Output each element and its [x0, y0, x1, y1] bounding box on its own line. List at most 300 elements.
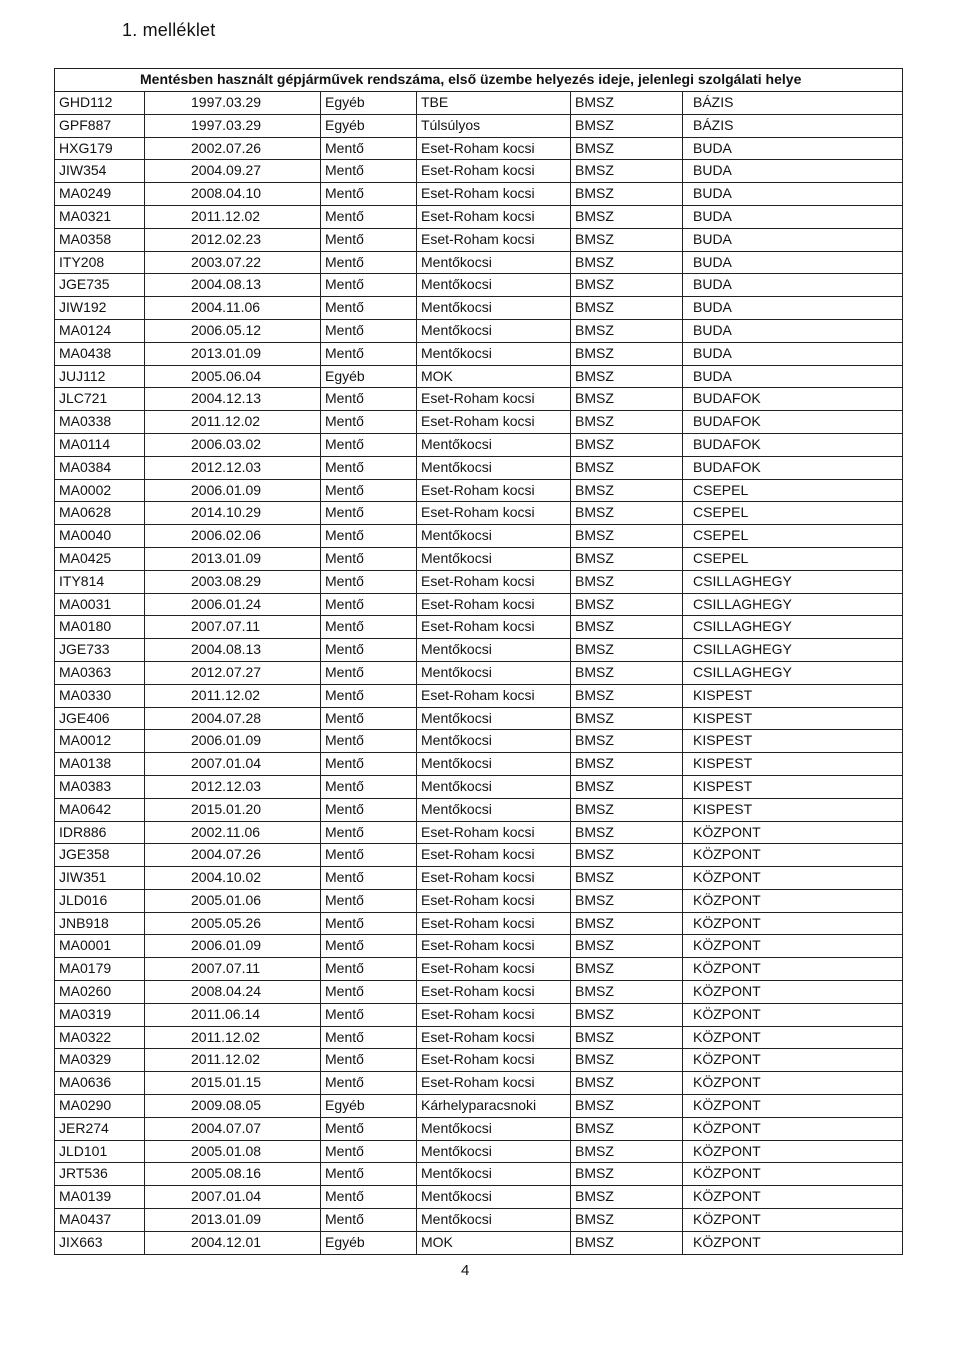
vehicle-category-cell: Mentő [321, 160, 417, 183]
vehicle-category-cell: Mentő [321, 547, 417, 570]
station-cell: CSILLAGHEGY [683, 661, 903, 684]
commission-date-cell: 2004.11.06 [145, 297, 321, 320]
station-cell: KISPEST [683, 684, 903, 707]
vehicle-category-cell: Mentő [321, 844, 417, 867]
vehicle-type-cell: Eset-Roham kocsi [417, 479, 571, 502]
vehicle-type-cell: Eset-Roham kocsi [417, 137, 571, 160]
plate-number-cell: MA0642 [55, 798, 145, 821]
table-row [55, 479, 903, 502]
organization-cell: BMSZ [571, 684, 683, 707]
vehicle-type-cell: Eset-Roham kocsi [417, 1072, 571, 1095]
table-row [55, 730, 903, 753]
plate-number-cell: MA0260 [55, 981, 145, 1004]
organization-cell: BMSZ [571, 707, 683, 730]
vehicle-category-cell: Mentő [321, 889, 417, 912]
vehicle-category-cell: Mentő [321, 456, 417, 479]
table-row [55, 228, 903, 251]
vehicle-category-cell: Mentő [321, 342, 417, 365]
table-row [55, 593, 903, 616]
vehicle-category-cell: Mentő [321, 411, 417, 434]
vehicle-type-cell: Eset-Roham kocsi [417, 889, 571, 912]
plate-number-cell: ITY208 [55, 251, 145, 274]
vehicle-type-cell: Mentőkocsi [417, 251, 571, 274]
vehicle-type-cell: Mentőkocsi [417, 1209, 571, 1232]
organization-cell: BMSZ [571, 1095, 683, 1118]
table-row [55, 502, 903, 525]
station-cell: BUDA [683, 205, 903, 228]
organization-cell: BMSZ [571, 137, 683, 160]
plate-number-cell: MA0319 [55, 1003, 145, 1026]
plate-number-cell: MA0384 [55, 456, 145, 479]
vehicle-category-cell: Mentő [321, 730, 417, 753]
table-row [55, 1003, 903, 1026]
table-row [55, 274, 903, 297]
vehicle-type-cell: MOK [417, 365, 571, 388]
plate-number-cell: JER274 [55, 1117, 145, 1140]
commission-date-cell: 2009.08.05 [145, 1095, 321, 1118]
commission-date-cell: 2007.01.04 [145, 753, 321, 776]
commission-date-cell: 2007.07.11 [145, 616, 321, 639]
vehicle-category-cell: Mentő [321, 661, 417, 684]
commission-date-cell: 2005.08.16 [145, 1163, 321, 1186]
station-cell: BUDA [683, 160, 903, 183]
commission-date-cell: 2006.01.09 [145, 935, 321, 958]
commission-date-cell: 2004.09.27 [145, 160, 321, 183]
commission-date-cell: 2003.08.29 [145, 570, 321, 593]
vehicle-type-cell: Mentőkocsi [417, 297, 571, 320]
vehicle-category-cell: Mentő [321, 251, 417, 274]
vehicle-type-cell: Mentőkocsi [417, 1117, 571, 1140]
vehicle-category-cell: Mentő [321, 1072, 417, 1095]
plate-number-cell: MA0002 [55, 479, 145, 502]
commission-date-cell: 2008.04.24 [145, 981, 321, 1004]
plate-number-cell: MA0138 [55, 753, 145, 776]
plate-number-cell: JIW354 [55, 160, 145, 183]
table-row [55, 1049, 903, 1072]
vehicle-type-cell: Mentőkocsi [417, 707, 571, 730]
plate-number-cell: JNB918 [55, 912, 145, 935]
commission-date-cell: 2006.05.12 [145, 319, 321, 342]
vehicle-type-cell: Eset-Roham kocsi [417, 160, 571, 183]
station-cell: BUDA [683, 137, 903, 160]
station-cell: KÖZPONT [683, 867, 903, 890]
table-row [55, 456, 903, 479]
organization-cell: BMSZ [571, 1231, 683, 1254]
plate-number-cell: JIW351 [55, 867, 145, 890]
vehicle-category-cell: Mentő [321, 479, 417, 502]
table-row [55, 867, 903, 890]
plate-number-cell: IDR886 [55, 821, 145, 844]
station-cell: CSILLAGHEGY [683, 570, 903, 593]
vehicle-category-cell: Egyéb [321, 1095, 417, 1118]
vehicle-type-cell: Mentőkocsi [417, 274, 571, 297]
vehicle-type-cell: Mentőkocsi [417, 456, 571, 479]
commission-date-cell: 2004.07.28 [145, 707, 321, 730]
organization-cell: BMSZ [571, 844, 683, 867]
station-cell: KÖZPONT [683, 844, 903, 867]
vehicle-type-cell: Eset-Roham kocsi [417, 616, 571, 639]
vehicle-type-cell: Eset-Roham kocsi [417, 684, 571, 707]
vehicle-category-cell: Mentő [321, 388, 417, 411]
plate-number-cell: MA0330 [55, 684, 145, 707]
commission-date-cell: 1997.03.29 [145, 92, 321, 115]
table-row [55, 114, 903, 137]
vehicle-type-cell: Túlsúlyos [417, 114, 571, 137]
station-cell: CSEPEL [683, 547, 903, 570]
vehicle-category-cell: Egyéb [321, 1231, 417, 1254]
vehicle-type-cell: Eset-Roham kocsi [417, 411, 571, 434]
station-cell: BUDA [683, 183, 903, 206]
table-row [55, 92, 903, 115]
vehicle-category-cell: Egyéb [321, 365, 417, 388]
organization-cell: BMSZ [571, 821, 683, 844]
vehicle-type-cell: Eset-Roham kocsi [417, 183, 571, 206]
plate-number-cell: MA0338 [55, 411, 145, 434]
station-cell: BUDAFOK [683, 388, 903, 411]
plate-number-cell: MA0321 [55, 205, 145, 228]
plate-number-cell: MA0249 [55, 183, 145, 206]
vehicle-type-cell: Mentőkocsi [417, 1186, 571, 1209]
plate-number-cell: MA0425 [55, 547, 145, 570]
station-cell: KÖZPONT [683, 1209, 903, 1232]
organization-cell: BMSZ [571, 730, 683, 753]
vehicle-rows [55, 92, 903, 1255]
vehicle-category-cell: Mentő [321, 525, 417, 548]
plate-number-cell: MA0363 [55, 661, 145, 684]
commission-date-cell: 2014.10.29 [145, 502, 321, 525]
vehicle-type-cell: Eset-Roham kocsi [417, 935, 571, 958]
vehicle-category-cell: Mentő [321, 1049, 417, 1072]
vehicle-type-cell: Mentőkocsi [417, 1140, 571, 1163]
plate-number-cell: JRT536 [55, 1163, 145, 1186]
plate-number-cell: MA0438 [55, 342, 145, 365]
vehicle-category-cell: Mentő [321, 1026, 417, 1049]
organization-cell: BMSZ [571, 114, 683, 137]
commission-date-cell: 2011.12.02 [145, 205, 321, 228]
commission-date-cell: 2004.10.02 [145, 867, 321, 890]
commission-date-cell: 2011.06.14 [145, 1003, 321, 1026]
organization-cell: BMSZ [571, 1163, 683, 1186]
commission-date-cell: 2004.08.13 [145, 274, 321, 297]
station-cell: KÖZPONT [683, 935, 903, 958]
commission-date-cell: 2005.06.04 [145, 365, 321, 388]
station-cell: KÖZPONT [683, 1003, 903, 1026]
vehicle-category-cell: Mentő [321, 205, 417, 228]
vehicle-category-cell: Mentő [321, 1140, 417, 1163]
vehicle-category-cell: Mentő [321, 502, 417, 525]
commission-date-cell: 2007.01.04 [145, 1186, 321, 1209]
station-cell: KÖZPONT [683, 1231, 903, 1254]
table-row [55, 1026, 903, 1049]
vehicle-category-cell: Mentő [321, 707, 417, 730]
station-cell: CSILLAGHEGY [683, 616, 903, 639]
table-row [55, 821, 903, 844]
commission-date-cell: 2011.12.02 [145, 684, 321, 707]
organization-cell: BMSZ [571, 616, 683, 639]
vehicle-type-cell: Eset-Roham kocsi [417, 1003, 571, 1026]
commission-date-cell: 2007.07.11 [145, 958, 321, 981]
vehicle-type-cell: Eset-Roham kocsi [417, 205, 571, 228]
vehicle-type-cell: Eset-Roham kocsi [417, 844, 571, 867]
station-cell: BUDA [683, 228, 903, 251]
organization-cell: BMSZ [571, 798, 683, 821]
vehicle-category-cell: Mentő [321, 1003, 417, 1026]
organization-cell: BMSZ [571, 388, 683, 411]
vehicle-category-cell: Mentő [321, 274, 417, 297]
organization-cell: BMSZ [571, 1140, 683, 1163]
organization-cell: BMSZ [571, 1003, 683, 1026]
vehicle-category-cell: Mentő [321, 684, 417, 707]
vehicle-type-cell: Eset-Roham kocsi [417, 502, 571, 525]
vehicle-type-cell: MOK [417, 1231, 571, 1254]
vehicle-type-cell: Eset-Roham kocsi [417, 958, 571, 981]
station-cell: KÖZPONT [683, 1049, 903, 1072]
plate-number-cell: JGE406 [55, 707, 145, 730]
plate-number-cell: MA0628 [55, 502, 145, 525]
plate-number-cell: MA0001 [55, 935, 145, 958]
table-row [55, 251, 903, 274]
vehicle-table [54, 68, 903, 1255]
table-row [55, 1231, 903, 1254]
vehicle-type-cell: Eset-Roham kocsi [417, 867, 571, 890]
vehicle-category-cell: Mentő [321, 753, 417, 776]
table-row [55, 844, 903, 867]
vehicle-category-cell: Mentő [321, 137, 417, 160]
organization-cell: BMSZ [571, 547, 683, 570]
plate-number-cell: JGE358 [55, 844, 145, 867]
station-cell: KISPEST [683, 775, 903, 798]
table-row [55, 160, 903, 183]
commission-date-cell: 2015.01.15 [145, 1072, 321, 1095]
station-cell: BUDA [683, 297, 903, 320]
plate-number-cell: JIX663 [55, 1231, 145, 1254]
table-row [55, 775, 903, 798]
table-row [55, 433, 903, 456]
organization-cell: BMSZ [571, 251, 683, 274]
commission-date-cell: 2006.01.09 [145, 730, 321, 753]
page-number: 4 [461, 1262, 470, 1279]
station-cell: CSILLAGHEGY [683, 639, 903, 662]
table-row [55, 639, 903, 662]
commission-date-cell: 2004.12.13 [145, 388, 321, 411]
station-cell: KISPEST [683, 798, 903, 821]
organization-cell: BMSZ [571, 319, 683, 342]
commission-date-cell: 2006.01.09 [145, 479, 321, 502]
vehicle-type-cell: TBE [417, 92, 571, 115]
vehicle-category-cell: Mentő [321, 570, 417, 593]
plate-number-cell: MA0329 [55, 1049, 145, 1072]
organization-cell: BMSZ [571, 411, 683, 434]
vehicle-type-cell: Eset-Roham kocsi [417, 593, 571, 616]
organization-cell: BMSZ [571, 1026, 683, 1049]
table-row [55, 411, 903, 434]
station-cell: BUDAFOK [683, 411, 903, 434]
station-cell: KÖZPONT [683, 1163, 903, 1186]
plate-number-cell: MA0179 [55, 958, 145, 981]
station-cell: KISPEST [683, 753, 903, 776]
vehicle-category-cell: Mentő [321, 935, 417, 958]
vehicle-category-cell: Mentő [321, 1209, 417, 1232]
commission-date-cell: 2006.01.24 [145, 593, 321, 616]
vehicle-type-cell: Mentőkocsi [417, 639, 571, 662]
vehicle-type-cell: Eset-Roham kocsi [417, 981, 571, 1004]
table-row [55, 684, 903, 707]
station-cell: CSEPEL [683, 479, 903, 502]
station-cell: BÁZIS [683, 92, 903, 115]
table-row [55, 342, 903, 365]
vehicle-category-cell: Egyéb [321, 114, 417, 137]
commission-date-cell: 2005.05.26 [145, 912, 321, 935]
organization-cell: BMSZ [571, 570, 683, 593]
vehicle-type-cell: Mentőkocsi [417, 798, 571, 821]
commission-date-cell: 2004.12.01 [145, 1231, 321, 1254]
commission-date-cell: 2013.01.09 [145, 1209, 321, 1232]
plate-number-cell: JIW192 [55, 297, 145, 320]
organization-cell: BMSZ [571, 479, 683, 502]
plate-number-cell: HXG179 [55, 137, 145, 160]
vehicle-type-cell: Eset-Roham kocsi [417, 570, 571, 593]
vehicle-type-cell: Mentőkocsi [417, 525, 571, 548]
plate-number-cell: MA0031 [55, 593, 145, 616]
organization-cell: BMSZ [571, 912, 683, 935]
organization-cell: BMSZ [571, 593, 683, 616]
commission-date-cell: 2004.08.13 [145, 639, 321, 662]
station-cell: KÖZPONT [683, 1095, 903, 1118]
table-row [55, 1072, 903, 1095]
organization-cell: BMSZ [571, 775, 683, 798]
vehicle-category-cell: Mentő [321, 867, 417, 890]
commission-date-cell: 2012.12.03 [145, 775, 321, 798]
station-cell: KÖZPONT [683, 958, 903, 981]
table-caption: Mentésben használt gépjárművek rendszáma, első üzembe helyezés ideje, jelenlegi szolgálati helye [55, 69, 903, 92]
commission-date-cell: 2011.12.02 [145, 1049, 321, 1072]
organization-cell: BMSZ [571, 342, 683, 365]
plate-number-cell: MA0636 [55, 1072, 145, 1095]
vehicle-category-cell: Mentő [321, 228, 417, 251]
vehicle-category-cell: Mentő [321, 616, 417, 639]
table-row [55, 935, 903, 958]
organization-cell: BMSZ [571, 958, 683, 981]
table-row [55, 570, 903, 593]
plate-number-cell: MA0383 [55, 775, 145, 798]
plate-number-cell: JGE733 [55, 639, 145, 662]
vehicle-type-cell: Eset-Roham kocsi [417, 912, 571, 935]
station-cell: KÖZPONT [683, 889, 903, 912]
organization-cell: BMSZ [571, 160, 683, 183]
organization-cell: BMSZ [571, 867, 683, 890]
organization-cell: BMSZ [571, 456, 683, 479]
commission-date-cell: 2002.11.06 [145, 821, 321, 844]
plate-number-cell: MA0124 [55, 319, 145, 342]
organization-cell: BMSZ [571, 639, 683, 662]
station-cell: CSEPEL [683, 525, 903, 548]
station-cell: KÖZPONT [683, 1117, 903, 1140]
organization-cell: BMSZ [571, 274, 683, 297]
table-row [55, 1117, 903, 1140]
vehicle-category-cell: Mentő [321, 821, 417, 844]
vehicle-type-cell: Mentőkocsi [417, 730, 571, 753]
commission-date-cell: 2004.07.26 [145, 844, 321, 867]
commission-date-cell: 2006.03.02 [145, 433, 321, 456]
table-row [55, 1209, 903, 1232]
table-row [55, 1095, 903, 1118]
vehicle-category-cell: Mentő [321, 433, 417, 456]
station-cell: CSILLAGHEGY [683, 593, 903, 616]
plate-number-cell: JGE735 [55, 274, 145, 297]
vehicle-type-cell: Mentőkocsi [417, 1163, 571, 1186]
organization-cell: BMSZ [571, 1049, 683, 1072]
organization-cell: BMSZ [571, 183, 683, 206]
commission-date-cell: 2011.12.02 [145, 411, 321, 434]
organization-cell: BMSZ [571, 1117, 683, 1140]
vehicle-category-cell: Mentő [321, 593, 417, 616]
plate-number-cell: JLD101 [55, 1140, 145, 1163]
station-cell: BUDA [683, 319, 903, 342]
commission-date-cell: 2005.01.08 [145, 1140, 321, 1163]
commission-date-cell: 2013.01.09 [145, 547, 321, 570]
vehicle-category-cell: Mentő [321, 1117, 417, 1140]
plate-number-cell: MA0290 [55, 1095, 145, 1118]
organization-cell: BMSZ [571, 365, 683, 388]
vehicle-type-cell: Eset-Roham kocsi [417, 1026, 571, 1049]
vehicle-type-cell: Mentőkocsi [417, 433, 571, 456]
organization-cell: BMSZ [571, 889, 683, 912]
commission-date-cell: 2012.02.23 [145, 228, 321, 251]
station-cell: BÁZIS [683, 114, 903, 137]
organization-cell: BMSZ [571, 205, 683, 228]
station-cell: KISPEST [683, 730, 903, 753]
commission-date-cell: 2012.12.03 [145, 456, 321, 479]
plate-number-cell: JUJ112 [55, 365, 145, 388]
vehicle-category-cell: Mentő [321, 981, 417, 1004]
vehicle-type-cell: Eset-Roham kocsi [417, 1049, 571, 1072]
table-row [55, 1163, 903, 1186]
vehicle-type-cell: Mentőkocsi [417, 661, 571, 684]
station-cell: KÖZPONT [683, 1072, 903, 1095]
station-cell: KÖZPONT [683, 981, 903, 1004]
plate-number-cell: ITY814 [55, 570, 145, 593]
vehicle-type-cell: Mentőkocsi [417, 753, 571, 776]
vehicle-type-cell: Kárhelyparacsnoki [417, 1095, 571, 1118]
vehicle-category-cell: Mentő [321, 775, 417, 798]
station-cell: KÖZPONT [683, 821, 903, 844]
commission-date-cell: 2005.01.06 [145, 889, 321, 912]
vehicle-type-cell: Eset-Roham kocsi [417, 821, 571, 844]
station-cell: BUDA [683, 342, 903, 365]
station-cell: KÖZPONT [683, 1186, 903, 1209]
commission-date-cell: 2013.01.09 [145, 342, 321, 365]
vehicle-category-cell: Mentő [321, 798, 417, 821]
organization-cell: BMSZ [571, 1209, 683, 1232]
station-cell: KÖZPONT [683, 912, 903, 935]
commission-date-cell: 2003.07.22 [145, 251, 321, 274]
vehicle-category-cell: Mentő [321, 912, 417, 935]
organization-cell: BMSZ [571, 935, 683, 958]
table-row [55, 889, 903, 912]
plate-number-cell: MA0322 [55, 1026, 145, 1049]
station-cell: BUDA [683, 251, 903, 274]
table-row [55, 388, 903, 411]
commission-date-cell: 2004.07.07 [145, 1117, 321, 1140]
table-row [55, 981, 903, 1004]
commission-date-cell: 2008.04.10 [145, 183, 321, 206]
plate-number-cell: JLC721 [55, 388, 145, 411]
organization-cell: BMSZ [571, 981, 683, 1004]
table-row [55, 183, 903, 206]
commission-date-cell: 2011.12.02 [145, 1026, 321, 1049]
station-cell: KÖZPONT [683, 1140, 903, 1163]
vehicle-category-cell: Mentő [321, 1186, 417, 1209]
